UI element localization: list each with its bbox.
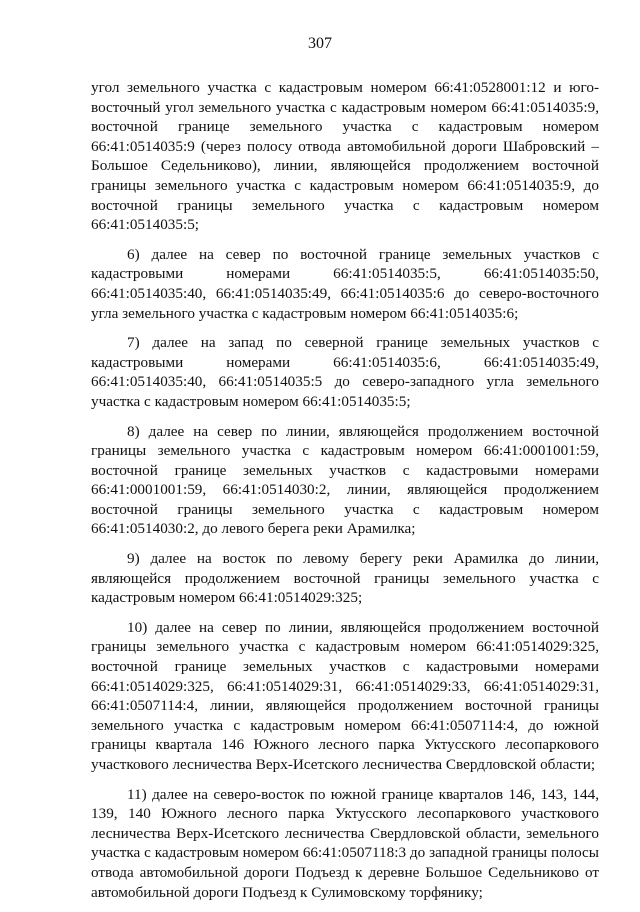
paragraph-item-7: 7) далее на запад по северной границе земельных участков с кадастровыми номерами 66:41:0514035:6, 66:41:0514035:49, 66:41:0514035:40, 66:41:0514035:5 до северо-западного угла земельного участка с кадастровым номером 66:41:0514035:5; [91, 334, 599, 410]
paragraph-item-8: 8) далее на север по линии, являющейся продолжением восточной границы земельного участка с кадастровым номером 66:41:0001001:59, восточной границе земельных участков с кадастровыми номерами 66:41:0001001:59, 66:41:0514030:2, линии, являющейся продолжением восточной границы земельного участка с кадастровым номером 66:41:0514030:2, до левого берега реки Арамилка; [91, 422, 599, 538]
document-body [91, 78, 599, 912]
paragraph-item-11: 11) далее на северо-восток по южной границе кварталов 146, 143, 144, 139, 140 Южного лесного парка Уктусского лесопаркового участкового лесничества Верх-Исетского лесничества Свердловской области, земельного участка с кадастровым номером 66:41:0507118:3 до западной границы полосы отвода автомобильной дороги Подъезд к деревне Большое Седельниково от автомобильной дороги Подъезд к Сулимовскому торфянику; [91, 785, 599, 901]
page-number: 307 [308, 35, 332, 52]
paragraph-item-9: 9) далее на восток по левому берегу реки Арамилка до линии, являющейся продолжением восточной границы земельного участка с кадастровым номером 66:41:0514029:325; [91, 550, 599, 607]
paragraph-item-6: 6) далее на север по восточной границе земельных участков с кадастровыми номерами 66:41:0514035:5, 66:41:0514035:50, 66:41:0514035:40, 66:41:0514035:49, 66:41:0514035:6 до северо-восточного угла земельного участка с кадастровым номером 66:41:0514035:6; [91, 245, 599, 322]
paragraph-item-10: 10) далее на север по линии, являющейся продолжением восточной границы земельного участка с кадастровым номером 66:41:0514029:325, восточной границе земельных участков с кадастровыми номерами 66:41:0514029:325, 66:41:0514029:31, 66:41:0514029:33, 66:41:0514029:31, 66:41:0507114:4, линии, являющейся продолжением восточной границы земельного участка с кадастровым номером 66:41:0507114:4, до южной границы квартала 146 Южного лесного парка Уктусского лесопаркового участкового лесничества Верх-Исетского лесничества Свердловской области; [91, 618, 599, 773]
paragraph-continuation: угол земельного участка с кадастровым номером 66:41:0528001:12 и юго-восточный угол земельного участка с кадастровым номером 66:41:0514035:9, восточной границе земельного участка с кадастровым номером 66:41:0514035:9 (через полосу отвода автомобильной дороги Шабровский – Большое Седельниково), линии, являющейся продолжением восточной границы земельного участка с кадастровым номером 66:41:0514035:9, до восточной границы земельного участка с кадастровым номером 66:41:0514035:5; [91, 79, 599, 234]
